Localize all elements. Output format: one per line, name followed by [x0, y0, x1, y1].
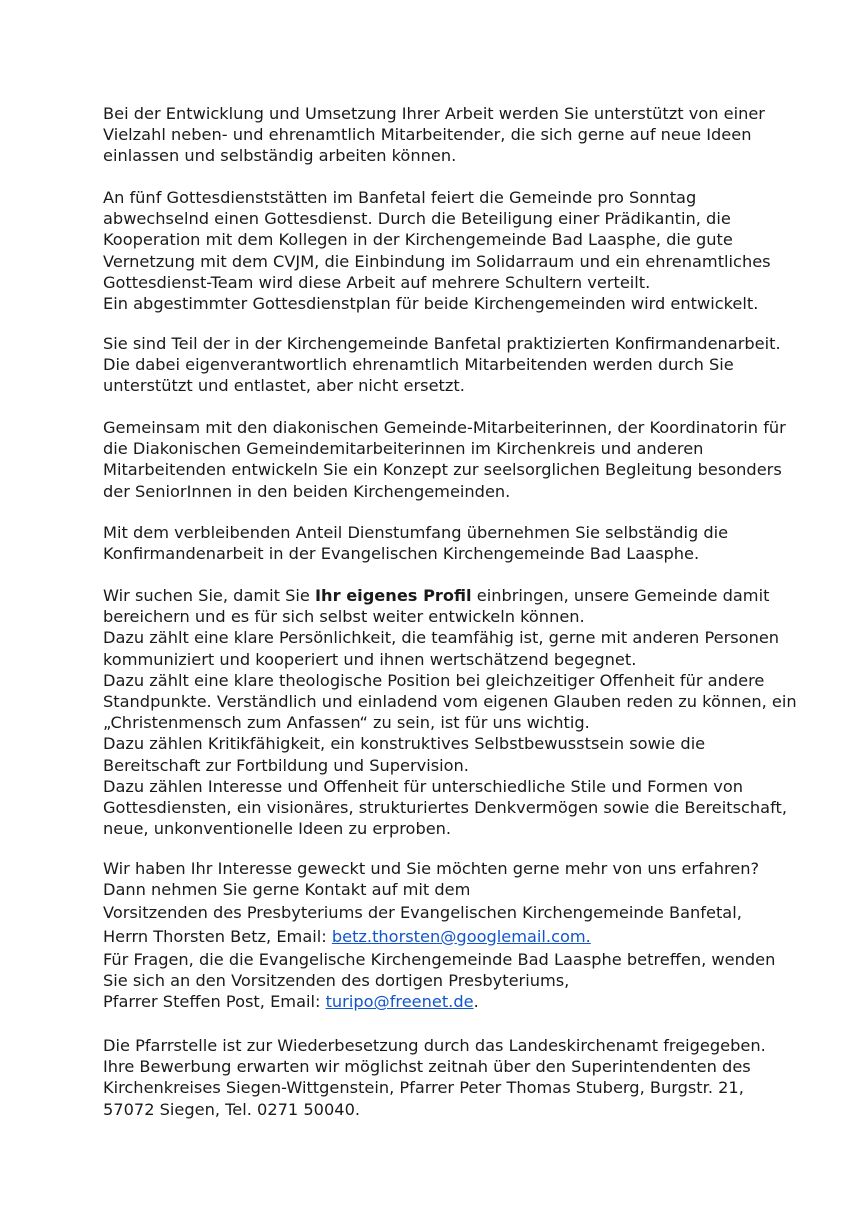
text-segment: . [473, 992, 479, 1012]
text-segment: Herrn Thorsten Betz, Email: [103, 926, 332, 946]
text-line: Für Fragen, die die Evangelische Kirchengemeinde Bad Laasphe betreffen, wenden [103, 949, 776, 969]
paragraph-closing [103, 1035, 803, 1120]
text-segment: Pfarrer Steffen Post, Email: [103, 992, 326, 1012]
text-line: Gottesdiensten, ein visionäres, strukturiertes Denkvermögen sowie die Bereitschaft, [103, 798, 787, 818]
text-line: Ein abgestimmter Gottesdienstplan für beide Kirchengemeinden wird entwickelt. [103, 294, 759, 314]
text-line: Mitarbeitenden entwickeln Sie ein Konzept zur seelsorglichen Begleitung besonders [103, 460, 782, 480]
text-line: bereichern und es für sich selbst weiter entwickeln können. [103, 607, 585, 627]
text-line: Kooperation mit dem Kollegen in der Kirchengemeinde Bad Laasphe, die gute [103, 230, 733, 250]
text-line: der SeniorInnen in den beiden Kirchengemeinden. [103, 481, 511, 501]
text-line: Die dabei eigenverantwortlich ehrenamtlich Mitarbeitenden werden durch Sie [103, 355, 734, 375]
paragraph-remaining-scope [103, 522, 803, 564]
text-line: abwechselnd einen Gottesdienst. Durch die Beteiligung einer Prädikantin, die [103, 209, 731, 229]
text-segment: einbringen, unsere Gemeinde damit [471, 586, 770, 605]
text-line: Dazu zählen Interesse und Offenheit für unterschiedliche Stile und Formen von [103, 776, 744, 796]
text-line: Gemeinsam mit den diakonischen Gemeinde-Mitarbeiterinnen, der Koordinatorin für [103, 418, 786, 437]
paragraph-contact [103, 858, 803, 1012]
text-line [103, 991, 803, 1012]
text-line: Bereitschaft zur Fortbildung und Supervision. [103, 755, 469, 775]
paragraph-support [103, 103, 803, 167]
text-segment: Wir suchen Sie, damit Sie [103, 586, 316, 605]
text-line: „Christenmensch zum Anfassen“ zu sein, ist für uns wichtig. [103, 713, 590, 733]
text-line: Dazu zählt eine klare Persönlichkeit, die teamfähig ist, gerne mit anderen Personen [103, 628, 780, 648]
text-line: Mit dem verbleibenden Anteil Dienstumfang übernehmen Sie selbständig die [103, 523, 729, 542]
text-line: Kirchenkreises Siegen-Wittgenstein, Pfarrer Peter Thomas Stuberg, Burgstr. 21, [103, 1078, 744, 1098]
text-line: Vernetzung mit dem CVJM, die Einbindung im Solidarraum und ein ehrenamtliches [103, 251, 771, 271]
text-line: Dazu zählen Kritikfähigkeit, ein konstruktives Selbstbewusstsein sowie die [103, 734, 706, 754]
text-line: An fünf Gottesdienststätten im Banfetal feiert die Gemeinde pro Sonntag [103, 188, 697, 207]
text-line: unterstützt und entlastet, aber nicht ersetzt. [103, 376, 465, 396]
text-line: 57072 Siegen, Tel. 0271 50040. [103, 1099, 361, 1119]
text-line: Die Pfarrstelle ist zur Wiederbesetzung durch das Landeskirchenamt freigegeben. [103, 1036, 766, 1055]
text-line: kommuniziert und kooperiert und ihnen wertschätzend begegnet. [103, 649, 637, 669]
paragraph-confirmation [103, 333, 803, 397]
email-link-betz[interactable]: betz.thorsten@googlemail.com. [331, 926, 591, 946]
text-line: Dazu zählt eine klare theologische Position bei gleichzeitiger Offenheit für andere [103, 670, 765, 690]
text-line: neue, unkonventionelle Ideen zu erproben. [103, 819, 452, 839]
paragraph-pastoral-care [103, 417, 803, 502]
email-link-post[interactable]: turipo@freenet.de [325, 992, 474, 1012]
text-line: Wir haben Ihr Interesse geweckt und Sie möchten gerne mehr von uns erfahren? [103, 859, 760, 878]
text-line: Sie sich an den Vorsitzenden des dortigen Presbyteriums, [103, 971, 570, 991]
text-line: Bei der Entwicklung und Umsetzung Ihrer Arbeit werden Sie unterstützt von einer [103, 104, 765, 123]
text-line [103, 926, 803, 947]
text-line: Gottesdienst-Team wird diese Arbeit auf mehrere Schultern verteilt. [103, 272, 651, 292]
text-line [103, 585, 803, 606]
text-line: Vielzahl neben- und ehrenamtlich Mitarbeitender, die sich gerne auf neue Ideen [103, 125, 752, 145]
paragraph-services [103, 187, 803, 314]
text-line: Dann nehmen Sie gerne Kontakt auf mit dem [103, 880, 471, 900]
text-line: Sie sind Teil der in der Kirchengemeinde Banfetal praktizierten Konfirmandenarbeit. [103, 334, 781, 353]
profile-emphasis: Ihr eigenes Profil [315, 586, 472, 605]
text-line: Ihre Bewerbung erwarten wir möglichst zeitnah über den Superintendenten des [103, 1057, 751, 1077]
text-line: die Diakonischen Gemeindemitarbeiterinnen im Kirchenkreis und anderen [103, 439, 704, 459]
paragraph-profile [103, 585, 803, 839]
text-line: einlassen und selbständig arbeiten können. [103, 146, 457, 166]
text-line: Vorsitzenden des Presbyteriums der Evangelischen Kirchengemeinde Banfetal, [103, 903, 742, 923]
text-line: Standpunkte. Verständlich und einladend vom eigenen Glauben reden zu können, ein [103, 692, 797, 712]
text-line: Konfirmandenarbeit in der Evangelischen Kirchengemeinde Bad Laasphe. [103, 544, 700, 564]
